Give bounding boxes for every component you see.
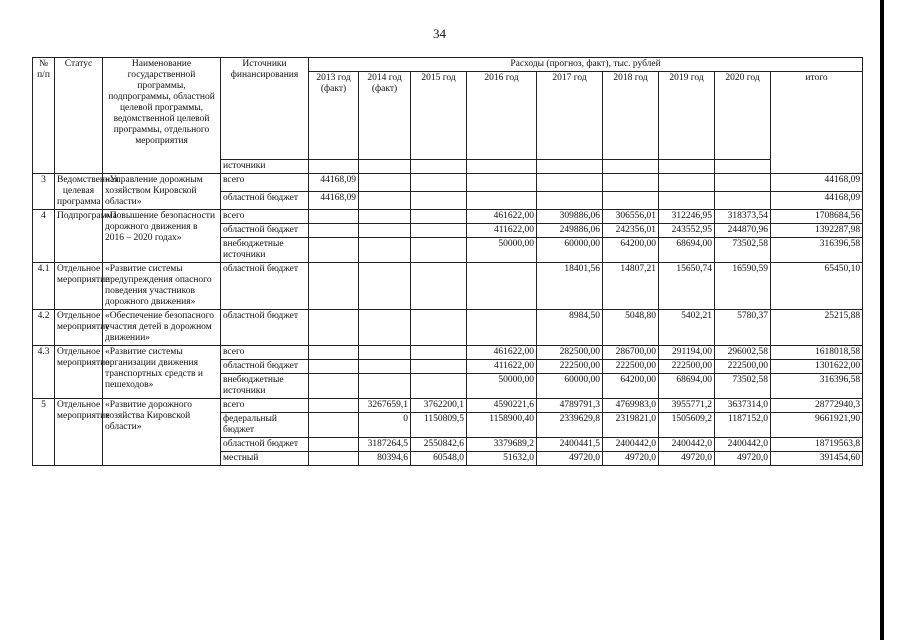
header-year: 2018 год <box>603 72 659 160</box>
row-value: 2400441,5 <box>537 438 603 452</box>
row-value: 44168,09 <box>309 192 359 210</box>
row-value: 243552,95 <box>659 224 715 238</box>
row-value: 222500,00 <box>603 360 659 374</box>
row-source: всего <box>221 174 309 192</box>
row-source: местный <box>221 452 309 466</box>
row-value: 318373,54 <box>715 210 771 224</box>
empty-cell <box>603 160 659 174</box>
row-value <box>309 399 359 413</box>
row-value: 3637314,0 <box>715 399 771 413</box>
row-name: «Развитие системы предупреждения опасного поведения участников дорожного движения» <box>103 263 221 310</box>
row-source: внебюджетные источники <box>221 374 309 399</box>
row-source: всего <box>221 399 309 413</box>
table-row <box>33 310 863 346</box>
row-value: 5048,80 <box>603 310 659 346</box>
row-value: 18401,56 <box>537 263 603 310</box>
row-source: всего <box>221 210 309 224</box>
header-sources-label: источники <box>221 160 309 174</box>
row-status: Отдельное мероприятие <box>55 263 103 310</box>
header-total: итого <box>771 72 863 174</box>
row-value <box>359 224 411 238</box>
row-source: внебюджетные источники <box>221 238 309 263</box>
row-value <box>309 374 359 399</box>
row-value: 286700,00 <box>603 346 659 360</box>
row-total: 44168,09 <box>771 174 863 192</box>
table-row <box>33 399 863 413</box>
row-value: 242356,01 <box>603 224 659 238</box>
row-total: 391454,60 <box>771 452 863 466</box>
row-value <box>309 413 359 438</box>
row-value <box>411 192 467 210</box>
row-value <box>537 192 603 210</box>
row-source: федеральный бюджет <box>221 413 309 438</box>
row-total: 316396,58 <box>771 238 863 263</box>
table-row <box>33 346 863 360</box>
row-value <box>309 346 359 360</box>
row-value: 222500,00 <box>659 360 715 374</box>
header-year: 2013 год (факт) <box>309 72 359 160</box>
row-value <box>411 238 467 263</box>
row-value <box>467 263 537 310</box>
row-value: 73502,58 <box>715 374 771 399</box>
row-value: 14807,21 <box>603 263 659 310</box>
row-value: 309886,06 <box>537 210 603 224</box>
row-value: 1187152,0 <box>715 413 771 438</box>
row-value: 5780,37 <box>715 310 771 346</box>
row-value: 60000,00 <box>537 374 603 399</box>
row-value: 461622,00 <box>467 346 537 360</box>
row-value: 68694,00 <box>659 374 715 399</box>
row-total: 44168,09 <box>771 192 863 210</box>
row-source: областной бюджет <box>221 360 309 374</box>
row-total: 65450,10 <box>771 263 863 310</box>
row-value <box>359 238 411 263</box>
row-status: Подпрограмма <box>55 210 103 263</box>
table-row <box>33 210 863 224</box>
row-value <box>359 374 411 399</box>
row-value: 3762200,1 <box>411 399 467 413</box>
row-value <box>309 263 359 310</box>
empty-cell <box>309 160 359 174</box>
row-value: 244870,96 <box>715 224 771 238</box>
header-year: 2015 год <box>411 72 467 160</box>
row-value: 411622,00 <box>467 224 537 238</box>
row-value <box>467 192 537 210</box>
row-value: 282500,00 <box>537 346 603 360</box>
row-value <box>715 174 771 192</box>
row-value <box>309 360 359 374</box>
row-value: 51632,0 <box>467 452 537 466</box>
header-year: 2019 год <box>659 72 715 160</box>
row-value: 0 <box>359 413 411 438</box>
header-row <box>33 58 863 72</box>
row-total: 9661921,90 <box>771 413 863 438</box>
row-value: 68694,00 <box>659 238 715 263</box>
row-value: 50000,00 <box>467 238 537 263</box>
row-value: 1505609,2 <box>659 413 715 438</box>
row-value: 3955771,2 <box>659 399 715 413</box>
row-value: 64200,00 <box>603 374 659 399</box>
row-value: 49720,0 <box>603 452 659 466</box>
row-total: 25215,88 <box>771 310 863 346</box>
row-source: областной бюджет <box>221 310 309 346</box>
header-num: № п/п <box>33 58 55 174</box>
header-year: 2016 год <box>467 72 537 160</box>
row-value: 2400442,0 <box>715 438 771 452</box>
table-body <box>33 58 863 466</box>
row-value <box>309 438 359 452</box>
row-name: «Обеспечение безопасного участия детей в дорожном движении» <box>103 310 221 346</box>
row-value: 411622,00 <box>467 360 537 374</box>
row-value: 249886,06 <box>537 224 603 238</box>
row-value <box>359 360 411 374</box>
row-value: 80394,6 <box>359 452 411 466</box>
empty-cell <box>467 160 537 174</box>
row-total: 1392287,98 <box>771 224 863 238</box>
row-value: 2400442,0 <box>603 438 659 452</box>
row-value <box>411 346 467 360</box>
header-year: 2017 год <box>537 72 603 160</box>
row-number: 3 <box>33 174 55 210</box>
row-value: 2339629,8 <box>537 413 603 438</box>
row-value <box>411 374 467 399</box>
row-value: 222500,00 <box>537 360 603 374</box>
row-source: областной бюджет <box>221 192 309 210</box>
row-value <box>659 174 715 192</box>
table-row <box>33 263 863 310</box>
row-value: 1150809,5 <box>411 413 467 438</box>
row-value <box>411 210 467 224</box>
row-value <box>411 174 467 192</box>
row-value: 4769983,0 <box>603 399 659 413</box>
row-status: Ведомственная целевая программа <box>55 174 103 210</box>
row-value <box>603 174 659 192</box>
row-value: 2400442,0 <box>659 438 715 452</box>
row-number: 4.1 <box>33 263 55 310</box>
row-value <box>467 310 537 346</box>
row-name: «Развитие дорожного хозяйства Кировской области» <box>103 399 221 466</box>
row-status: Отдельное мероприятие <box>55 346 103 399</box>
row-value: 2319821,0 <box>603 413 659 438</box>
empty-cell <box>359 160 411 174</box>
row-value: 461622,00 <box>467 210 537 224</box>
row-value: 60548,0 <box>411 452 467 466</box>
row-number: 4.2 <box>33 310 55 346</box>
empty-cell <box>537 160 603 174</box>
row-status: Отдельное мероприятие <box>55 310 103 346</box>
header-year: 2014 год (факт) <box>359 72 411 160</box>
row-name: «Повышение безопасности дорожного движения в 2016 – 2020 годах» <box>103 210 221 263</box>
row-total: 1301622,00 <box>771 360 863 374</box>
row-value <box>359 210 411 224</box>
row-source: областной бюджет <box>221 438 309 452</box>
row-value <box>659 192 715 210</box>
row-value <box>359 310 411 346</box>
header-status: Статус <box>55 58 103 174</box>
row-value <box>309 452 359 466</box>
row-value: 64200,00 <box>603 238 659 263</box>
row-value <box>537 174 603 192</box>
row-number: 4.3 <box>33 346 55 399</box>
row-status: Отдельное мероприятие <box>55 399 103 466</box>
row-value: 1158900,40 <box>467 413 537 438</box>
row-name: «Управление дорожным хозяйством Кировской области» <box>103 174 221 210</box>
row-value <box>715 192 771 210</box>
row-value <box>309 238 359 263</box>
row-total: 1708684,56 <box>771 210 863 224</box>
row-source: всего <box>221 346 309 360</box>
row-value: 4590221,6 <box>467 399 537 413</box>
row-total: 1618018,58 <box>771 346 863 360</box>
row-value <box>411 263 467 310</box>
row-value: 2550842,6 <box>411 438 467 452</box>
empty-cell <box>659 160 715 174</box>
row-value: 3379689,2 <box>467 438 537 452</box>
row-value: 3267659,1 <box>359 399 411 413</box>
row-value: 60000,00 <box>537 238 603 263</box>
row-value: 3187264,5 <box>359 438 411 452</box>
row-value: 5402,21 <box>659 310 715 346</box>
header-name: Наименование государственной программы, подпрограммы, областной целевой программы, ведомственной целевой программы, отдельного мероприятия <box>103 58 221 174</box>
row-value: 44168,09 <box>309 174 359 192</box>
row-value <box>309 310 359 346</box>
header-year: 2020 год <box>715 72 771 160</box>
row-value: 296002,58 <box>715 346 771 360</box>
row-value: 312246,95 <box>659 210 715 224</box>
row-value <box>309 210 359 224</box>
row-name: «Развитие системы организации движения транспортных средств и пешеходов» <box>103 346 221 399</box>
row-value <box>411 224 467 238</box>
row-value <box>359 346 411 360</box>
row-value <box>467 174 537 192</box>
row-total: 316396,58 <box>771 374 863 399</box>
empty-cell <box>715 160 771 174</box>
row-value: 4789791,3 <box>537 399 603 413</box>
page-number: 34 <box>433 26 446 41</box>
row-value: 50000,00 <box>467 374 537 399</box>
row-value: 291194,00 <box>659 346 715 360</box>
row-value <box>359 263 411 310</box>
row-number: 4 <box>33 210 55 263</box>
row-value: 49720,0 <box>715 452 771 466</box>
row-value <box>411 310 467 346</box>
row-total: 18719563,8 <box>771 438 863 452</box>
row-value: 306556,01 <box>603 210 659 224</box>
row-value: 8984,50 <box>537 310 603 346</box>
row-value <box>359 174 411 192</box>
row-source: областной бюджет <box>221 224 309 238</box>
row-value: 49720,0 <box>659 452 715 466</box>
row-value <box>359 192 411 210</box>
empty-cell <box>411 160 467 174</box>
row-value: 49720,0 <box>537 452 603 466</box>
row-total: 28772940,3 <box>771 399 863 413</box>
row-value <box>309 224 359 238</box>
expenses-table <box>32 57 863 466</box>
row-value <box>411 360 467 374</box>
page-edge-bar <box>880 0 884 640</box>
header-source: Источники финансирования <box>221 58 309 160</box>
header-expenses: Расходы (прогноз, факт), тыс. рублей <box>309 58 863 72</box>
row-number: 5 <box>33 399 55 466</box>
row-value: 15650,74 <box>659 263 715 310</box>
row-value: 16590,59 <box>715 263 771 310</box>
row-source: областной бюджет <box>221 263 309 310</box>
table-row <box>33 174 863 192</box>
row-value <box>603 192 659 210</box>
row-value: 222500,00 <box>715 360 771 374</box>
row-value: 73502,58 <box>715 238 771 263</box>
